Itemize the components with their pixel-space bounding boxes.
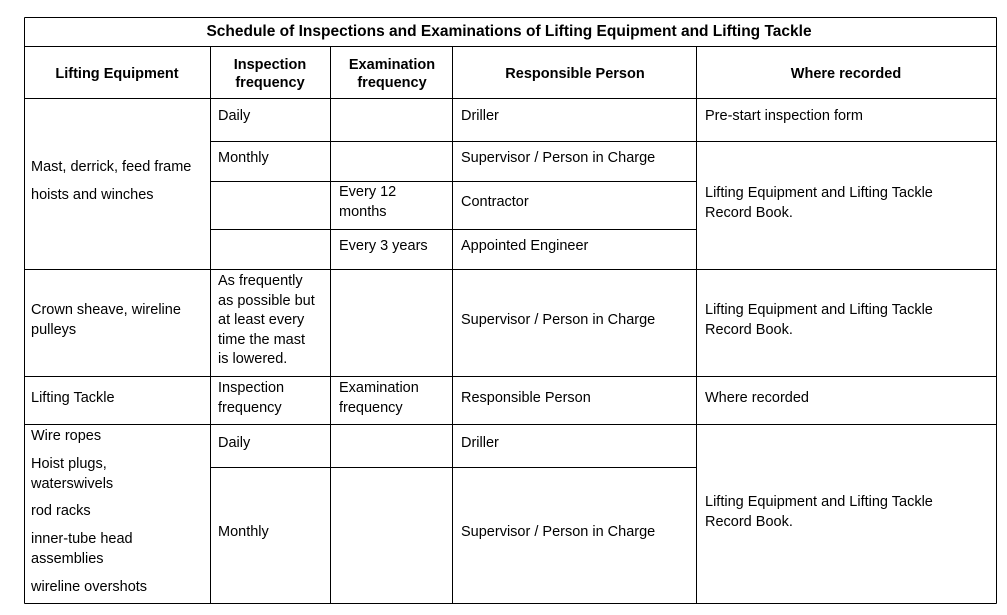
mast-daily-inspection: Daily: [218, 108, 251, 124]
tackle-header-examination-line1: Examination: [339, 380, 419, 396]
tackle-item-inner-tube-line1: inner-tube head: [31, 531, 133, 547]
tackle-header-responsible: Responsible Person: [461, 390, 591, 406]
crown-recorded-line1: Lifting Equipment and Lifting Tackle: [705, 302, 933, 318]
mast-recorded-line1: Lifting Equipment and Lifting Tackle: [705, 185, 933, 201]
crown-inspection-line5: is lowered.: [218, 351, 288, 367]
tackle-header-row: [31, 380, 809, 416]
mast-monthly-person: Supervisor / Person in Charge: [461, 150, 656, 166]
tackle-daily-inspection: Daily: [218, 435, 251, 451]
mast-equipment-line1: Mast, derrick, feed frame: [31, 159, 192, 175]
tackle-recorded-line1: Lifting Equipment and Lifting Tackle: [705, 494, 933, 510]
mast-equipment-line2: hoists and winches: [31, 187, 154, 203]
header-where-recorded: Where recorded: [790, 66, 902, 82]
mast-3-years-examination: Every 3 years: [339, 238, 428, 254]
mast-daily-person: Driller: [461, 108, 499, 124]
tackle-header-inspection-line2: frequency: [218, 400, 282, 416]
header-examination-frequency-line1: Examination: [348, 57, 436, 73]
crown-inspection-line1: As frequently: [218, 273, 303, 289]
header-responsible-person: Responsible Person: [505, 66, 645, 82]
mast-3-years-person: Appointed Engineer: [461, 238, 589, 254]
tackle-item-hoist-plugs-line1: Hoist plugs,: [31, 456, 107, 472]
header-inspection-frequency-line2: frequency: [235, 75, 305, 91]
tackle-header-examination-line2: frequency: [339, 400, 403, 416]
tackle-item-rod-racks: rod racks: [31, 503, 91, 519]
tackle-header-recorded: Where recorded: [705, 390, 809, 406]
tackle-section: [30, 428, 933, 595]
mast-daily-recorded: Pre-start inspection form: [705, 108, 863, 124]
tackle-recorded-line2: Record Book.: [705, 514, 793, 530]
tackle-header-equipment: Lifting Tackle: [31, 390, 115, 406]
crown-inspection-line3: at least every: [218, 312, 305, 328]
tackle-item-inner-tube-line2: assemblies: [31, 551, 104, 567]
crown-section: [31, 273, 933, 367]
mast-monthly-inspection: Monthly: [218, 150, 269, 166]
mast-recorded-line2: Record Book.: [705, 205, 793, 221]
tackle-monthly-inspection: Monthly: [218, 524, 269, 540]
header-lifting-equipment: Lifting Equipment: [55, 66, 179, 82]
crown-equipment-line2: pulleys: [31, 322, 77, 338]
crown-inspection-line4: time the mast: [218, 332, 306, 348]
mast-12-months-examination-line1: Every 12: [339, 184, 397, 200]
tackle-item-wireline-overshots: wireline overshots: [31, 579, 148, 595]
header-inspection-frequency-line1: Inspection: [233, 57, 307, 73]
tackle-daily-person: Driller: [461, 435, 499, 451]
mast-12-months-examination-line2: months: [339, 204, 387, 220]
crown-recorded-line2: Record Book.: [705, 322, 793, 338]
tackle-item-hoist-plugs-line2: waterswivels: [31, 476, 114, 492]
crown-person: Supervisor / Person in Charge: [461, 312, 656, 328]
crown-inspection-line2: as possible but: [218, 293, 315, 309]
header-row: [55, 57, 901, 91]
crown-equipment-line1: Crown sheave, wireline: [31, 302, 181, 318]
tackle-monthly-person: Supervisor / Person in Charge: [461, 524, 656, 540]
table-title: Schedule of Inspections and Examinations of Lifting Equipment and Lifting Tackle: [206, 23, 812, 40]
header-examination-frequency-line2: frequency: [357, 75, 427, 91]
mast-12-months-person: Contractor: [461, 194, 529, 210]
tackle-header-inspection-line1: Inspection: [218, 380, 285, 396]
tackle-item-wire-ropes: Wire ropes: [31, 428, 102, 444]
